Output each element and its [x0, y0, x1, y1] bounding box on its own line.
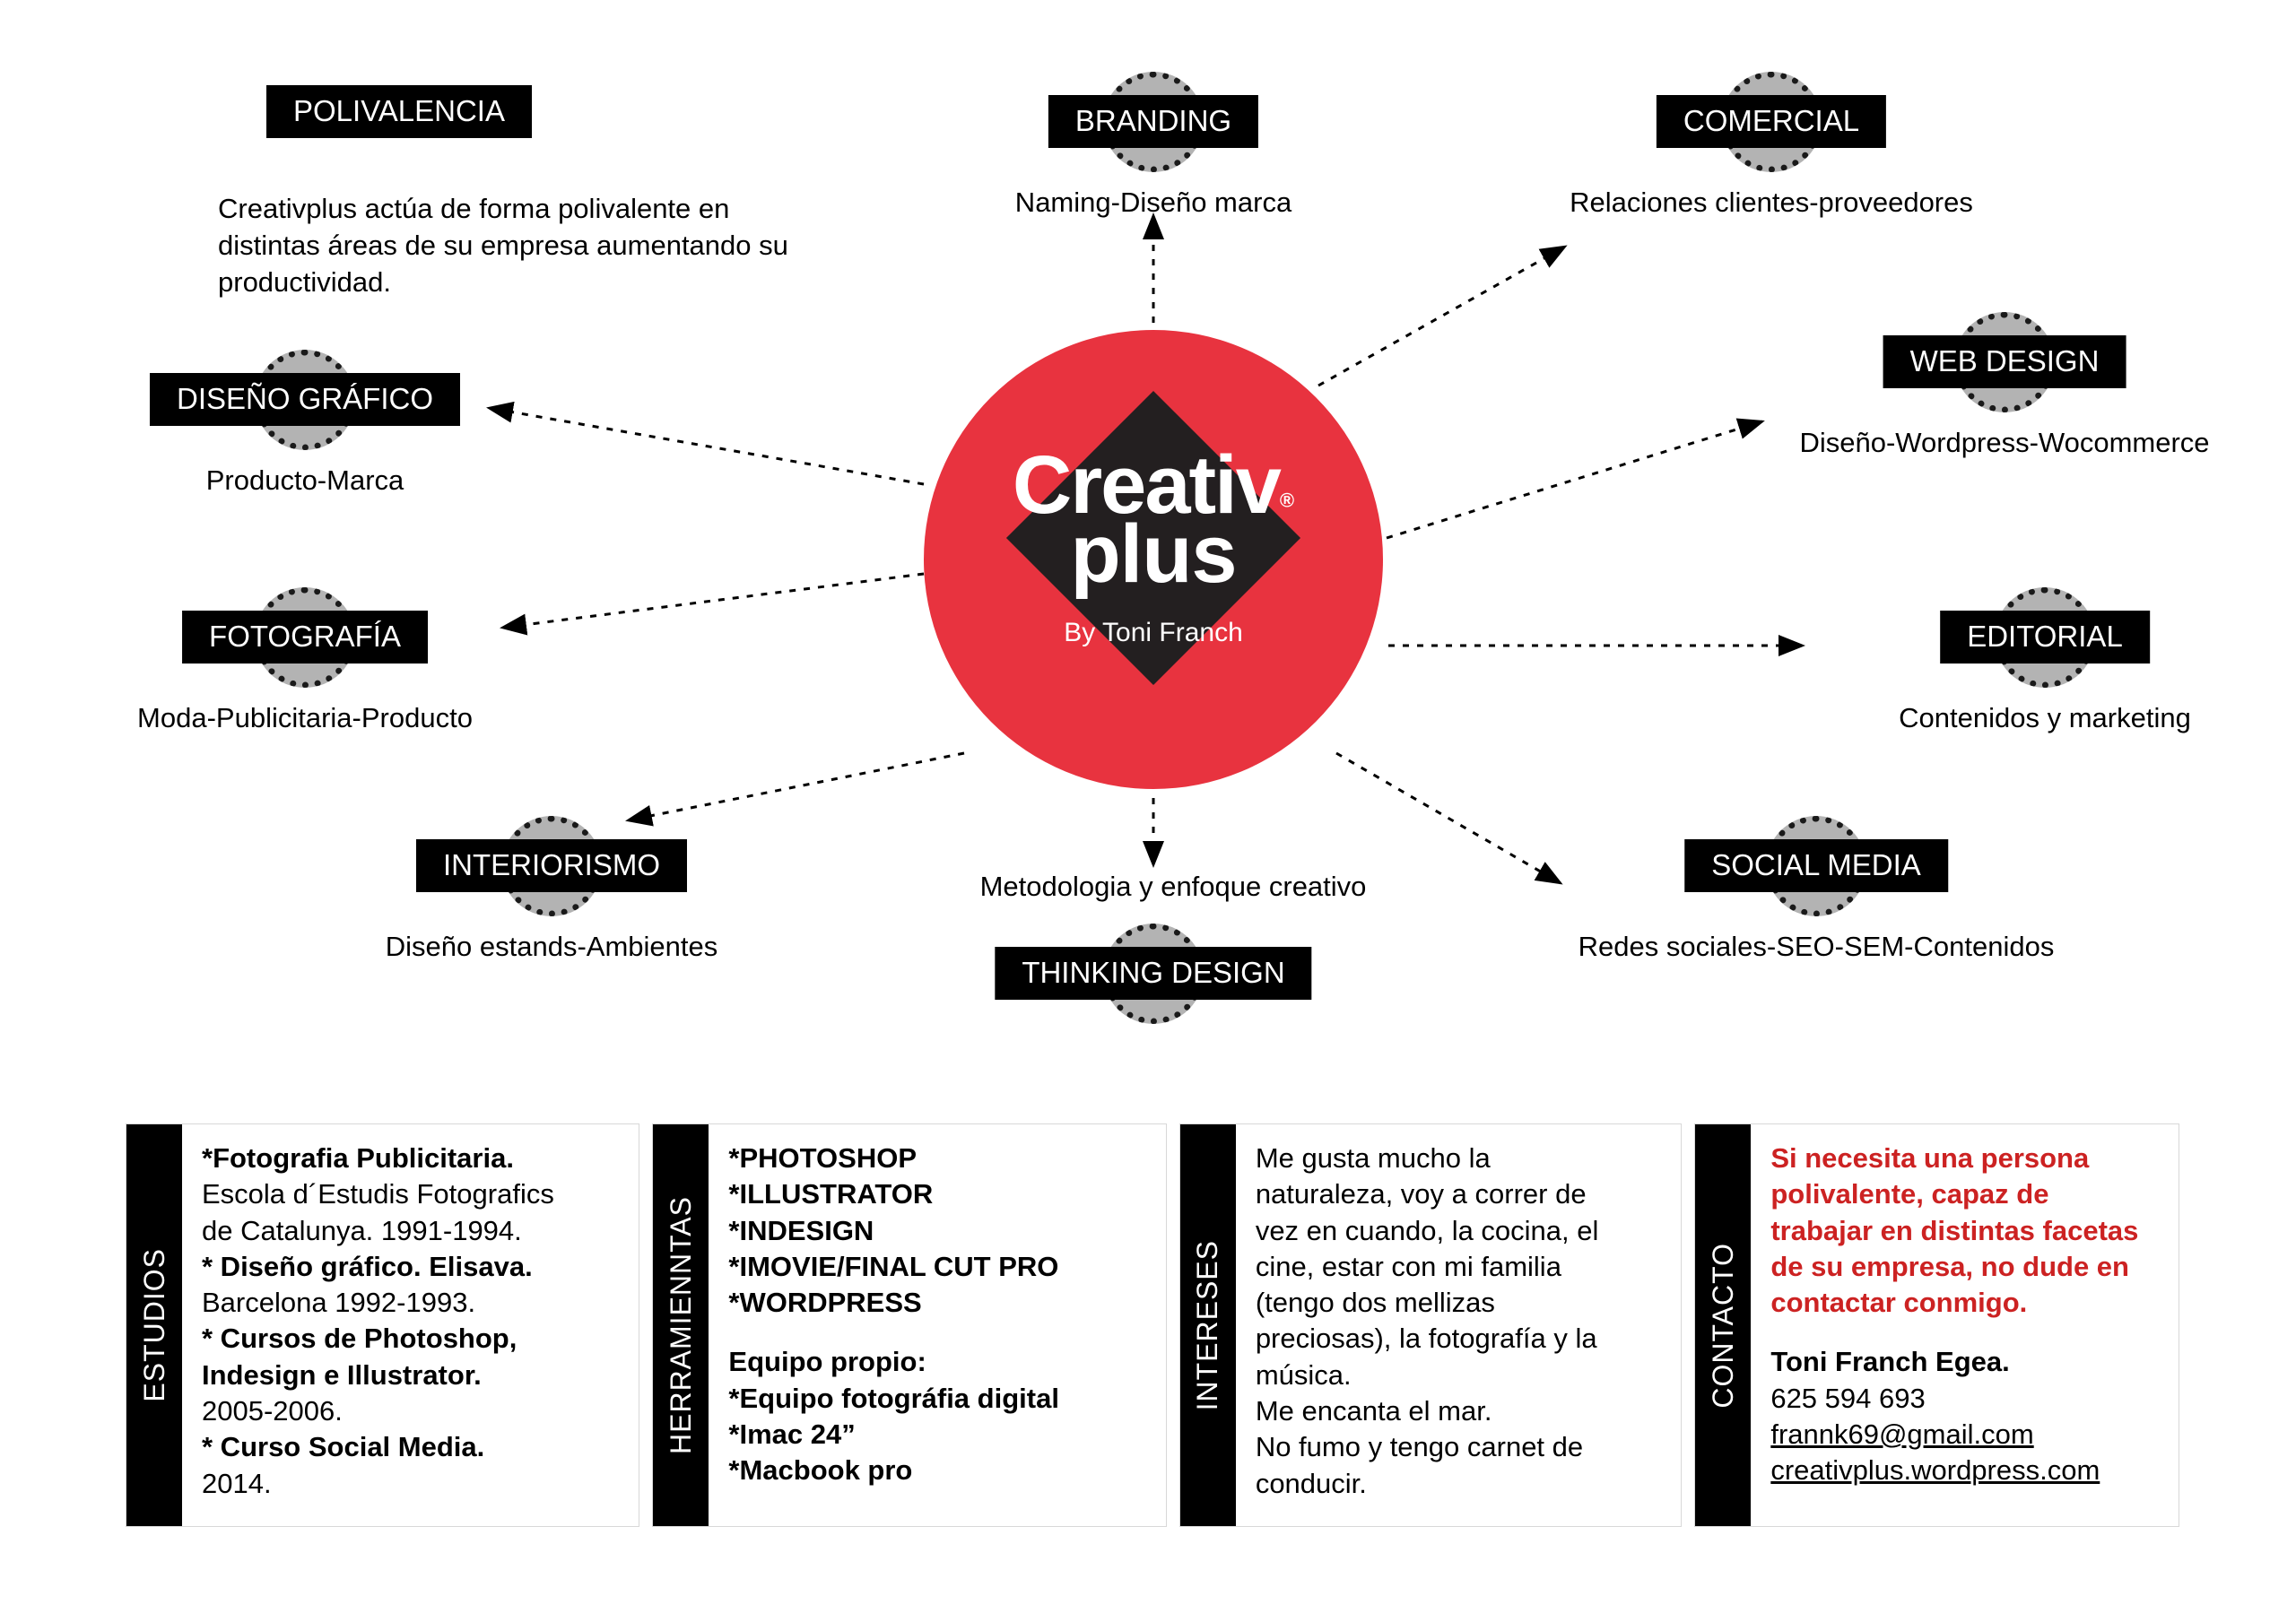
panel-tab-estudios	[126, 1124, 182, 1526]
panel-line: *Macbook pro	[728, 1454, 913, 1487]
panel-line: *PHOTOSHOP	[728, 1142, 917, 1174]
panel-line: * Cursos de Photoshop,	[202, 1323, 517, 1355]
logo-wordmark	[1012, 439, 1295, 600]
panel-line: * Diseño gráfico. Elisava.	[202, 1250, 533, 1282]
panel-line: *WORDPRESS	[728, 1287, 922, 1319]
node-label-social-media: SOCIAL MEDIA	[1684, 839, 1948, 892]
panel-body-contacto	[1751, 1124, 2156, 1526]
logo-name-line2: plus	[1070, 508, 1237, 600]
panel-line: *Imac 24”	[728, 1418, 856, 1451]
panel-line: música.	[1255, 1358, 1352, 1391]
panel-line: Equipo propio:	[728, 1346, 926, 1378]
panel-line: Barcelona 1992-1993.	[202, 1287, 476, 1319]
panel-line: *INDESIGN	[728, 1214, 874, 1246]
panel-line: No fumo y tengo carnet de	[1255, 1431, 1584, 1463]
node-sub-interiorismo: Diseño estands-Ambientes	[385, 931, 718, 962]
panel-contacto	[1694, 1123, 2179, 1527]
panel-line: cine, estar con mi familia	[1255, 1250, 1561, 1282]
node-label-branding: BRANDING	[1048, 95, 1258, 148]
panel-intereses	[1179, 1123, 1683, 1527]
panel-line: preciosas), la fotografía y la	[1255, 1323, 1597, 1355]
panel-line: 2005-2006.	[202, 1395, 343, 1427]
node-sub-comercial: Relaciones clientes-proveedores	[1570, 186, 1973, 218]
node-label-interiorismo: INTERIORISMO	[416, 839, 687, 892]
node-sub-web-design: Diseño-Wordpress-Wocommerce	[1799, 427, 2210, 458]
node-label-fotografia: FOTOGRAFÍA	[182, 611, 428, 664]
panel-line: *IMOVIE/FINAL CUT PRO	[728, 1250, 1059, 1282]
panel-tab-label: ESTUDIOS	[137, 1248, 170, 1402]
node-label-diseno-grafico: DISEÑO GRÁFICO	[150, 373, 460, 426]
panel-spacer	[1770, 1321, 2138, 1344]
panel-body-estudios	[182, 1124, 572, 1526]
node-label-comercial: COMERCIAL	[1657, 95, 1886, 148]
contact-name: Toni Franch Egea.	[1770, 1346, 2010, 1378]
logo-byline: By Toni Franch	[1064, 617, 1243, 647]
panel-line: Me encanta el mar.	[1255, 1395, 1492, 1427]
creativplus-logo	[924, 330, 1383, 789]
panel-tab-label: INTERESES	[1191, 1239, 1224, 1411]
contact-email-link[interactable]: frannk69@gmail.com	[1770, 1418, 2034, 1451]
panel-line: vez en cuando, la cocina, el	[1255, 1214, 1599, 1246]
panel-spacer	[728, 1321, 1059, 1344]
panel-tab-herramientas	[653, 1124, 709, 1526]
registered-mark: ®	[1279, 490, 1295, 513]
panel-body-herramientas	[709, 1124, 1077, 1526]
panel-line: de su empresa, no dude en	[1770, 1250, 2129, 1282]
panel-estudios	[126, 1123, 639, 1527]
intro-paragraph: Creativplus actúa de forma polivalente en distintas áreas de su empresa aumentando su productividad.	[218, 193, 788, 299]
panel-line: *ILLUSTRATOR	[728, 1178, 934, 1210]
node-sub-fotografia: Moda-Publicitaria-Producto	[137, 702, 473, 733]
panel-body-intereses	[1236, 1124, 1617, 1526]
panel-tab-contacto	[1695, 1124, 1751, 1526]
panel-line: contactar conmigo.	[1770, 1287, 2028, 1319]
panel-line: de Catalunya. 1991-1994.	[202, 1214, 522, 1246]
contact-website-link[interactable]: creativplus.wordpress.com	[1770, 1454, 2100, 1487]
panel-tab-label: CONTACTO	[1706, 1242, 1739, 1409]
panel-line: conducir.	[1255, 1467, 1367, 1499]
panel-line: naturaleza, voy a correr de	[1255, 1178, 1587, 1210]
panel-line: Escola d´Estudis Fotografics	[202, 1178, 554, 1210]
panel-tab-intereses	[1180, 1124, 1236, 1526]
node-sub-branding: Naming-Diseño marca	[1014, 186, 1292, 218]
node-label-polivalencia: POLIVALENCIA	[266, 85, 532, 138]
node-sub-diseno-grafico: Producto-Marca	[205, 464, 404, 496]
node-label-editorial: EDITORIAL	[1940, 611, 2150, 664]
panel-line: trabajar en distintas facetas	[1770, 1214, 2139, 1246]
node-label-web-design: WEB DESIGN	[1883, 335, 2126, 388]
panel-line: * Curso Social Media.	[202, 1431, 485, 1463]
panel-line: (tengo dos mellizas	[1255, 1287, 1495, 1319]
panel-line: 2014.	[202, 1467, 272, 1499]
panel-tab-label: HERRAMIENNTAS	[664, 1196, 697, 1454]
panel-line: Indesign e Illustrator.	[202, 1358, 482, 1391]
node-sub-editorial: Contenidos y marketing	[1899, 702, 2191, 733]
contact-phone: 625 594 693	[1770, 1382, 1926, 1414]
node-sub-thinking-design: Metodologia y enfoque creativo	[979, 871, 1367, 902]
node-sub-social-media: Redes sociales-SEO-SEM-Contenidos	[1578, 931, 2055, 962]
logo-name-line1: Creativ	[1012, 439, 1280, 532]
info-panels	[126, 1123, 2179, 1527]
panel-line: *Equipo fotográfia digital	[728, 1382, 1059, 1414]
panel-line: Me gusta mucho la	[1255, 1142, 1491, 1174]
panel-line: polivalente, capaz de	[1770, 1178, 2049, 1210]
panel-herramientas	[652, 1123, 1166, 1527]
node-label-thinking-design: THINKING DESIGN	[995, 947, 1311, 1000]
panel-line: Si necesita una persona	[1770, 1142, 2090, 1174]
panel-line: *Fotografia Publicitaria.	[202, 1142, 514, 1174]
